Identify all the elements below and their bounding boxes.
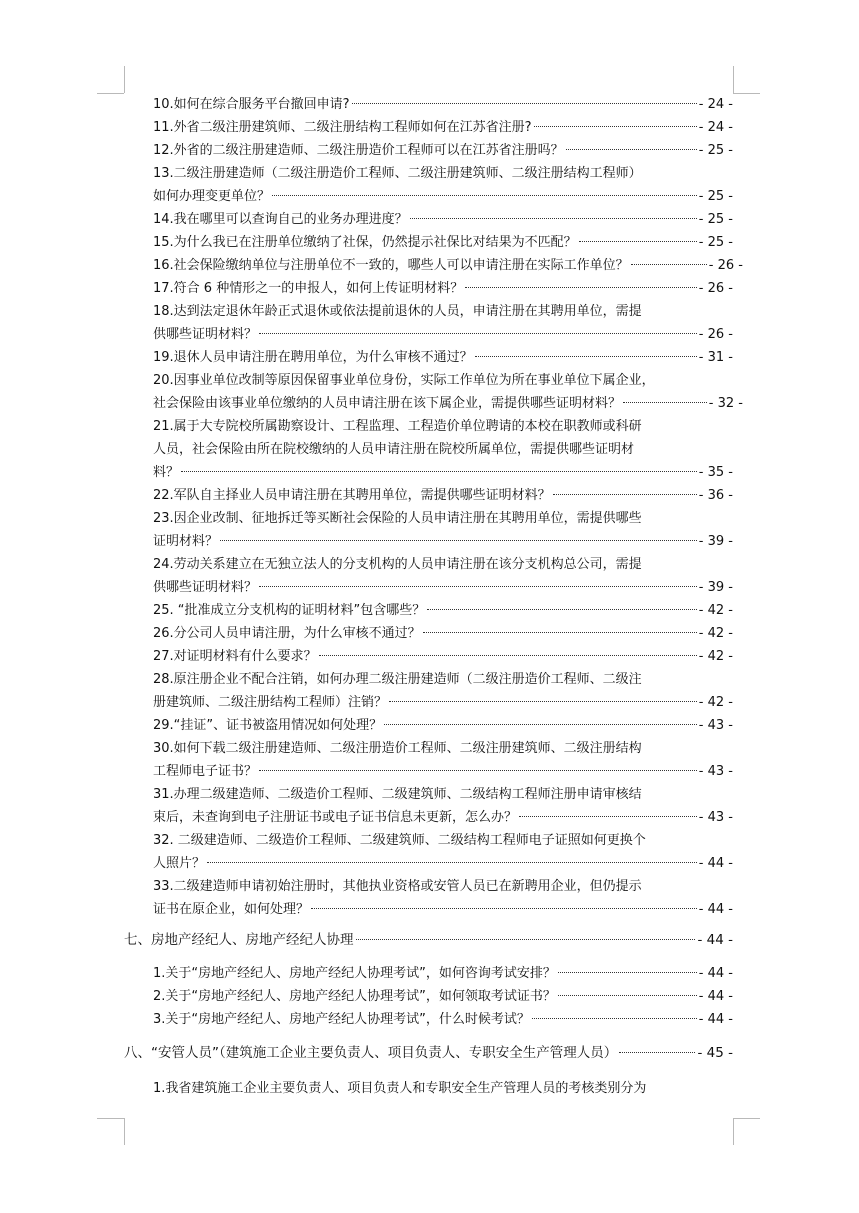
toc-entry-title: 15.为什么我已在注册单位缴纳了社保，仍然提示社保比对结果为不匹配？	[153, 235, 577, 250]
toc-entry[interactable]	[153, 807, 733, 829]
toc-entry-title: 3.关于“房地产经纪人、房地产经纪人协理考试”，什么时候考试？	[153, 1012, 530, 1027]
toc-page-number: - 42 -	[698, 649, 733, 664]
toc-page-number: - 26 -	[698, 327, 733, 342]
toc-entry-title: 束后，未查询到电子注册证书或电子证书信息未更新，怎么办？	[153, 810, 518, 825]
toc-page-number: - 44 -	[698, 1012, 733, 1027]
toc-entry[interactable]	[153, 899, 733, 921]
toc-entry[interactable]	[153, 485, 733, 507]
dot-leader	[579, 241, 697, 242]
toc-page-number: - 43 -	[698, 718, 733, 733]
toc-entry-title: 1.我省建筑施工企业主要负责人、项目负责人和专职安全生产管理人员的考核类别分为	[153, 1081, 647, 1096]
dot-leader	[311, 908, 697, 909]
toc-entry-title: 供哪些证明材料？	[153, 327, 258, 342]
dot-leader	[423, 632, 697, 633]
toc-page-number: - 39 -	[698, 580, 733, 595]
toc-entry[interactable]	[153, 761, 733, 783]
dot-leader	[259, 770, 697, 771]
toc-entry-title: 28.原注册企业不配合注销，如何办理二级注册建造师（二级注册造价工程师、二级注	[153, 672, 642, 687]
toc-entry-line[interactable]	[153, 163, 733, 185]
toc-entry-line[interactable]	[153, 784, 733, 806]
toc-entry[interactable]	[153, 393, 743, 415]
toc-entry[interactable]	[153, 324, 733, 346]
toc-section-title: 八、“安管人员”（建筑施工企业主要负责人、项目负责人、专职安全生产管理人员）	[124, 1045, 618, 1061]
toc-entry-title: 20.因事业单位改制等原因保留事业单位身份，实际工作单位为所在事业单位下属企业，	[153, 373, 655, 388]
toc-entry-line[interactable]	[153, 416, 733, 438]
toc-page-number: - 42 -	[698, 603, 733, 618]
toc-page-number: - 43 -	[698, 810, 733, 825]
toc-page-number: - 42 -	[698, 626, 733, 641]
toc-entry-title: 供哪些证明材料？	[153, 580, 258, 595]
toc-entry[interactable]	[153, 347, 733, 369]
crop-mark-bottom-left	[124, 1118, 125, 1145]
dot-leader	[356, 939, 696, 940]
toc-entry-title: 23.因企业改制、征地拆迁等买断社会保险的人员申请注册在其聘用单位，需提供哪些	[153, 511, 642, 526]
toc-entry-title: 33.二级建造师申请初始注册时，其他执业资格或安管人员已在新聘用企业，但仍提示	[153, 879, 642, 894]
dot-leader	[532, 1018, 697, 1019]
toc-page-number: - 39 -	[698, 534, 733, 549]
toc-entry-title: 证书在原企业，如何处理？	[153, 902, 310, 917]
toc-page-number: - 25 -	[698, 143, 733, 158]
crop-mark-top-right	[733, 93, 760, 94]
toc-entry-title: 31.办理二级建造师、二级造价工程师、二级建筑师、二级结构工程师注册申请审核结	[153, 787, 642, 802]
toc-page-number: - 31 -	[698, 350, 733, 365]
crop-mark-top-left	[124, 66, 125, 93]
toc-entry-line[interactable]	[153, 370, 733, 392]
toc-page-number: - 44 -	[698, 856, 733, 871]
toc-entry-line[interactable]	[153, 830, 733, 852]
toc-entry-title: 工程师电子证书？	[153, 764, 258, 779]
toc-page-number: - 35 -	[698, 465, 733, 480]
toc-entry-line[interactable]	[153, 669, 733, 691]
toc-entry[interactable]	[153, 531, 733, 553]
toc-entry-title: 16.社会保险缴纳单位与注册单位不一致的，哪些人可以申请注册在实际工作单位？	[153, 258, 629, 273]
toc-page-number: - 26 -	[698, 281, 733, 296]
toc-entry-line[interactable]	[153, 439, 733, 461]
toc-entry[interactable]	[153, 623, 733, 645]
dot-leader	[259, 586, 697, 587]
toc-entry-title: 27.对证明材料有什么要求？	[153, 649, 317, 664]
dot-leader	[534, 126, 697, 127]
toc-entry[interactable]	[153, 140, 733, 162]
crop-mark-top-right	[733, 66, 734, 93]
toc-entry-title: 14.我在哪里可以查询自己的业务办理进度？	[153, 212, 408, 227]
dot-leader	[207, 862, 697, 863]
toc-entry-title: 30.如何下载二级注册建造师、二级注册造价工程师、二级注册建筑师、二级注册结构	[153, 741, 642, 756]
toc-entry[interactable]	[153, 853, 733, 875]
toc-entry[interactable]	[153, 1009, 733, 1031]
dot-leader	[181, 471, 697, 472]
toc-entry-title: 1.关于“房地产经纪人、房地产经纪人协理考试”，如何咨询考试安排？	[153, 966, 556, 981]
toc-entry[interactable]	[153, 462, 733, 484]
dot-leader	[389, 701, 697, 702]
toc-entry-title: 11.外省二级注册建筑师、二级注册结构工程师如何在江苏省注册?	[153, 120, 532, 135]
toc-page-number: - 25 -	[698, 212, 733, 227]
dot-leader	[410, 218, 697, 219]
toc-page-number: - 45 -	[697, 1045, 733, 1061]
crop-mark-bottom-right	[733, 1118, 760, 1119]
toc-entry-title: 18.达到法定退休年龄正式退休或依法提前退休的人员，申请注册在其聘用单位，需提	[153, 304, 642, 319]
toc-entry[interactable]	[153, 117, 733, 139]
toc-entry-title: 22.军队自主择业人员申请注册在其聘用单位，需提供哪些证明材料？	[153, 488, 551, 503]
toc-entry[interactable]	[153, 209, 733, 231]
dot-leader	[558, 995, 697, 996]
dot-leader	[319, 655, 697, 656]
toc-entry-title: 料？	[153, 465, 180, 480]
toc-page-number: - 42 -	[698, 695, 733, 710]
toc-entry-title: 25. “批准成立分支机构的证明材料”包含哪些？	[153, 603, 426, 618]
toc-entry-line[interactable]	[153, 508, 733, 530]
dot-leader	[259, 333, 697, 334]
toc-entry-title: 29.“挂证”、证书被盗用情况如何处理？	[153, 718, 383, 733]
toc-page-number: - 25 -	[698, 189, 733, 204]
toc-entry-title: 人员，社会保险由所在院校缴纳的人员申请注册在院校所属单位，需提供哪些证明材	[153, 442, 635, 457]
toc-entry[interactable]	[153, 692, 733, 714]
toc-entry[interactable]	[153, 186, 733, 208]
toc-entry-line[interactable]	[153, 554, 733, 576]
dot-leader	[427, 609, 697, 610]
dot-leader	[465, 287, 697, 288]
dot-leader	[566, 149, 697, 150]
dot-leader	[619, 1052, 695, 1053]
toc-entry[interactable]	[153, 715, 733, 737]
toc-entry-line[interactable]	[153, 1078, 733, 1100]
toc-entry-title: 21.属于大专院校所属勘察设计、工程监理、工程造价单位聘请的本校在职教师或科研	[153, 419, 642, 434]
dot-leader	[475, 356, 697, 357]
toc-entry-title: 如何办理变更单位？	[153, 189, 271, 204]
dot-leader	[553, 494, 697, 495]
toc-page-number: - 24 -	[698, 97, 733, 112]
toc-entry-title: 12.外省的二级注册建造师、二级注册造价工程师可以在江苏省注册吗？	[153, 143, 564, 158]
toc-page-number: - 44 -	[698, 966, 733, 981]
toc-entry-title: 2.关于“房地产经纪人、房地产经纪人协理考试”，如何领取考试证书？	[153, 989, 556, 1004]
toc-entry[interactable]	[153, 600, 733, 622]
dot-leader	[384, 724, 697, 725]
toc-entry[interactable]	[153, 577, 733, 599]
toc-entry[interactable]	[153, 255, 743, 277]
toc-section-title: 七、房地产经纪人、房地产经纪人协理	[124, 932, 354, 948]
toc-entry-title: 人照片？	[153, 856, 206, 871]
toc-entry-title: 26.分公司人员申请注册，为什么审核不通过？	[153, 626, 421, 641]
crop-mark-top-left	[97, 93, 124, 94]
toc-entry-title: 证明材料？	[153, 534, 219, 549]
dot-leader	[623, 402, 707, 403]
toc-entry[interactable]	[153, 963, 733, 985]
toc-entry-title: 社会保险由该事业单位缴纳的人员申请注册在该下属企业，需提供哪些证明材料？	[153, 396, 622, 411]
toc-entry-title: 10.如何在综合服务平台撤回申请?	[153, 97, 350, 112]
dot-leader	[631, 264, 707, 265]
crop-mark-bottom-left	[97, 1118, 124, 1119]
crop-mark-bottom-right	[733, 1118, 734, 1145]
toc-entry-line[interactable]	[153, 876, 733, 898]
toc-page-number: - 43 -	[698, 764, 733, 779]
toc-page-number: - 32 -	[708, 396, 743, 411]
toc-section[interactable]	[124, 1042, 733, 1064]
toc-entry-title: 19.退休人员申请注册在聘用单位，为什么审核不通过？	[153, 350, 473, 365]
toc-entry[interactable]	[153, 646, 733, 668]
toc-entry[interactable]	[153, 278, 733, 300]
toc-entry-title: 17.符合 6 种情形之一的申报人，如何上传证明材料？	[153, 281, 464, 296]
toc-entry[interactable]	[153, 986, 733, 1008]
toc-page-number: - 44 -	[698, 902, 733, 917]
dot-leader	[220, 540, 697, 541]
toc-page-number: - 25 -	[698, 235, 733, 250]
toc-entry[interactable]	[153, 232, 733, 254]
toc-entry-title: 24.劳动关系建立在无独立法人的分支机构的人员申请注册在该分支机构总公司，需提	[153, 557, 642, 572]
dot-leader	[272, 195, 697, 196]
toc-entry[interactable]	[153, 94, 733, 116]
toc-page-number: - 26 -	[708, 258, 743, 273]
toc-page-number: - 36 -	[698, 488, 733, 503]
toc-section[interactable]	[124, 929, 733, 951]
toc-page-number: - 24 -	[698, 120, 733, 135]
toc-page-number: - 44 -	[697, 932, 733, 948]
toc-entry-title: 册建筑师、二级注册结构工程师）注销？	[153, 695, 388, 710]
dot-leader	[352, 103, 697, 104]
toc-entry-title: 13.二级注册建造师（二级注册造价工程师、二级注册建筑师、二级注册结构工程师）	[153, 166, 642, 181]
toc-page-number: - 44 -	[698, 989, 733, 1004]
dot-leader	[558, 972, 697, 973]
toc-entry-line[interactable]	[153, 301, 733, 323]
toc-entry-title: 32. 二级建造师、二级造价工程师、二级建筑师、二级结构工程师电子证照如何更换个	[153, 833, 646, 848]
dot-leader	[519, 816, 697, 817]
toc-entry-line[interactable]	[153, 738, 733, 760]
